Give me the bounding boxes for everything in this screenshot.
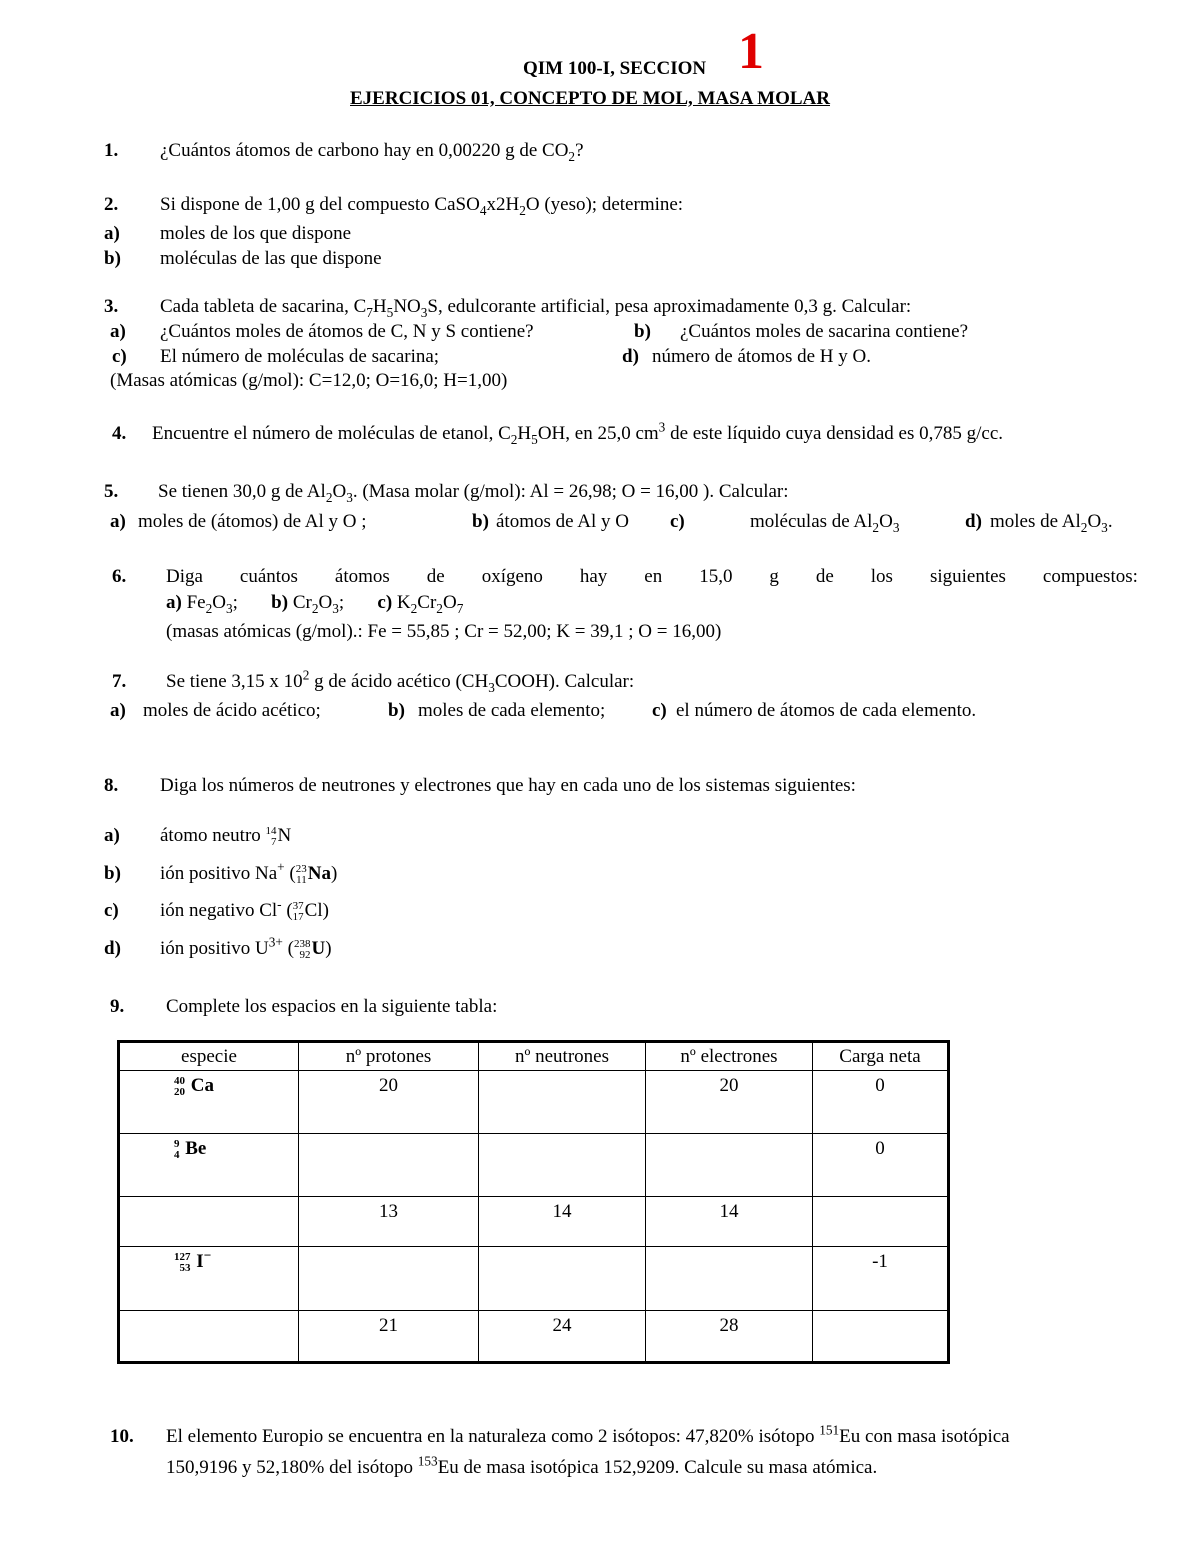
- option-label: c): [104, 900, 119, 921]
- option-label: a): [110, 511, 126, 532]
- species-table: [117, 1040, 950, 1364]
- species-cell: [119, 1311, 299, 1363]
- option-label: a): [104, 825, 120, 846]
- table-cell: [479, 1071, 646, 1134]
- species-cell: 9 4 Be: [119, 1134, 299, 1197]
- species-cell: 127 53 I−: [119, 1247, 299, 1311]
- option-label: c): [652, 700, 667, 721]
- table-cell: 14: [479, 1197, 646, 1247]
- table-cell: [646, 1247, 813, 1311]
- option-label: b): [634, 321, 651, 342]
- option-label: d): [622, 346, 639, 367]
- question-4-text: Encuentre el número de moléculas de etanol, $C_2H_5OH$, en 25,0 $cm^3$ de este líquido cuya densidad es 0,785 g/cc.: [152, 419, 1003, 447]
- table-cell: 0: [813, 1071, 949, 1134]
- option-text: moles de los que dispone: [160, 223, 352, 244]
- species-cell: 40 20 Ca: [119, 1071, 299, 1134]
- question-8-text: Diga los números de neutrones y electrones que hay en cada uno de los sistemas siguientes:: [160, 775, 856, 796]
- table-cell: [299, 1247, 479, 1311]
- option-label: c): [112, 346, 127, 367]
- column-header: Carga neta: [813, 1042, 949, 1071]
- question-number: 6.: [112, 566, 127, 587]
- option-label: a): [110, 321, 126, 342]
- question-number: 4.: [112, 423, 127, 444]
- option-label: a): [104, 223, 120, 244]
- option-label: b): [104, 248, 121, 269]
- table-cell: [479, 1134, 646, 1197]
- isotope-notation: 14 7: [265, 824, 277, 848]
- option-text: ¿Cuántos moles de átomos de C, N y S contiene?: [160, 321, 534, 342]
- question-6-text: Diga cuántos átomos de oxígeno hay en 15,0 g de los siguientes compuestos:: [166, 566, 1138, 587]
- option-text: moles de ácido acético;: [143, 700, 321, 721]
- table-cell: 14: [646, 1197, 813, 1247]
- question-6-options: a) $Fe_2O_3$; b) $Cr_2O_3$; c) $K_2Cr_2O_7$: [166, 592, 464, 616]
- question-3-text: Cada tableta de sacarina, $C_7H_5NO_3S$, edulcorante artificial, pesa aproximadamente 0,3 g. Calcular:: [160, 296, 912, 320]
- option-text: átomos de Al y O: [496, 511, 629, 532]
- table-row: [119, 1134, 949, 1197]
- option-text: moles de cada elemento;: [418, 700, 606, 721]
- option-label: d): [104, 938, 121, 959]
- option-label: b): [388, 700, 405, 721]
- option-text: moléculas de $Al_2O_3$: [750, 511, 900, 535]
- table-cell: 20: [299, 1071, 479, 1134]
- isotope-notation: 37 17: [292, 899, 304, 923]
- option-text: moles de (átomos) de Al y O ;: [138, 511, 367, 532]
- table-cell: [813, 1197, 949, 1247]
- option-text: átomo neutro 14 7 N: [160, 824, 292, 848]
- option-text: moles de $Al_2O_3$.: [990, 511, 1113, 535]
- document-title: QIM 100-I, SECCION: [523, 58, 707, 79]
- table-row: [119, 1197, 949, 1247]
- table-row: [119, 1247, 949, 1311]
- table-cell: [299, 1134, 479, 1197]
- question-number: 2.: [104, 194, 119, 215]
- question-1-text: ¿Cuántos átomos de carbono hay en 0,00220 g de $CO_2$?: [160, 140, 584, 164]
- table-cell: -1: [813, 1247, 949, 1311]
- isotope-notation: 23 11: [295, 862, 307, 886]
- option-text: ión negativo Cl- ( 37 17 Cl): [160, 896, 329, 923]
- option-label: d): [965, 511, 982, 532]
- column-header: nº protones: [299, 1042, 479, 1071]
- column-header: nº electrones: [646, 1042, 813, 1071]
- question-5-text: Se tienen 30,0 g de $Al_2O_3$. (Masa molar (g/mol): Al = 26,98; O = 16,00 ). Calcular:: [158, 481, 789, 505]
- option-text: número de átomos de H y O.: [652, 346, 871, 367]
- question-number: 9.: [110, 996, 125, 1017]
- option-label: a): [110, 700, 126, 721]
- atomic-masses-note: (Masas atómicas (g/mol): C=12,0; O=16,0; H=1,00): [110, 370, 508, 391]
- question-10-line-2: 150,9196 y 52,180% del isótopo $^{153}$Eu de masa isotópica 152,9209. Calcule su masa atómica.: [166, 1453, 878, 1478]
- document-subtitle: EJERCICIOS 01, CONCEPTO DE MOL, MASA MOLAR: [350, 88, 830, 109]
- question-number: 1.: [104, 140, 119, 161]
- isotope-notation: 238 92: [293, 937, 311, 961]
- option-text: moléculas de las que dispone: [160, 248, 382, 269]
- question-number: 8.: [104, 775, 119, 796]
- column-header: nº neutrones: [479, 1042, 646, 1071]
- option-text: ión positivo Na+ ( 23 11 Na): [160, 859, 338, 886]
- table-row: [119, 1311, 949, 1363]
- question-number: 5.: [104, 481, 119, 502]
- question-10-line-1: El elemento Europio se encuentra en la naturaleza como 2 isótopos: 47,820% isótopo $^{151}$Eu con masa isotópica: [166, 1422, 1010, 1447]
- table-cell: 20: [646, 1071, 813, 1134]
- section-number: 1: [738, 23, 764, 80]
- atomic-masses-note: (masas atómicas (g/mol).: Fe = 55,85 ; Cr = 52,00; K = 39,1 ; O = 16,00): [166, 621, 722, 642]
- option-text: El número de moléculas de sacarina;: [160, 346, 440, 367]
- question-2-text: Si dispone de 1,00 g del compuesto $CaSO_4x2H_2O$ (yeso); determine:: [160, 194, 684, 218]
- species-cell: [119, 1197, 299, 1247]
- option-text: ión positivo $U^{3+}$ ( 238 92 U): [160, 934, 332, 961]
- question-number: 10.: [110, 1426, 134, 1447]
- option-text: el número de átomos de cada elemento.: [676, 700, 977, 721]
- column-header: especie: [119, 1042, 299, 1071]
- option-label: b): [104, 863, 121, 884]
- table-header-row: [119, 1042, 949, 1071]
- table-cell: [479, 1247, 646, 1311]
- option-label: c): [670, 511, 685, 532]
- table-cell: 28: [646, 1311, 813, 1363]
- question-number: 3.: [104, 296, 119, 317]
- table-cell: 0: [813, 1134, 949, 1197]
- table-cell: 24: [479, 1311, 646, 1363]
- table-cell: 13: [299, 1197, 479, 1247]
- question-9-text: Complete los espacios en la siguiente tabla:: [166, 996, 498, 1017]
- table-cell: [646, 1134, 813, 1197]
- question-number: 7.: [112, 671, 127, 692]
- table-row: [119, 1071, 949, 1134]
- option-label: b): [472, 511, 489, 532]
- option-text: ¿Cuántos moles de sacarina contiene?: [680, 321, 969, 342]
- table-cell: 21: [299, 1311, 479, 1363]
- question-7-text: Se tiene 3,15 x $10^2$ g de ácido acético $(CH_3COOH)$. Calcular:: [166, 667, 635, 695]
- table-cell: [813, 1311, 949, 1363]
